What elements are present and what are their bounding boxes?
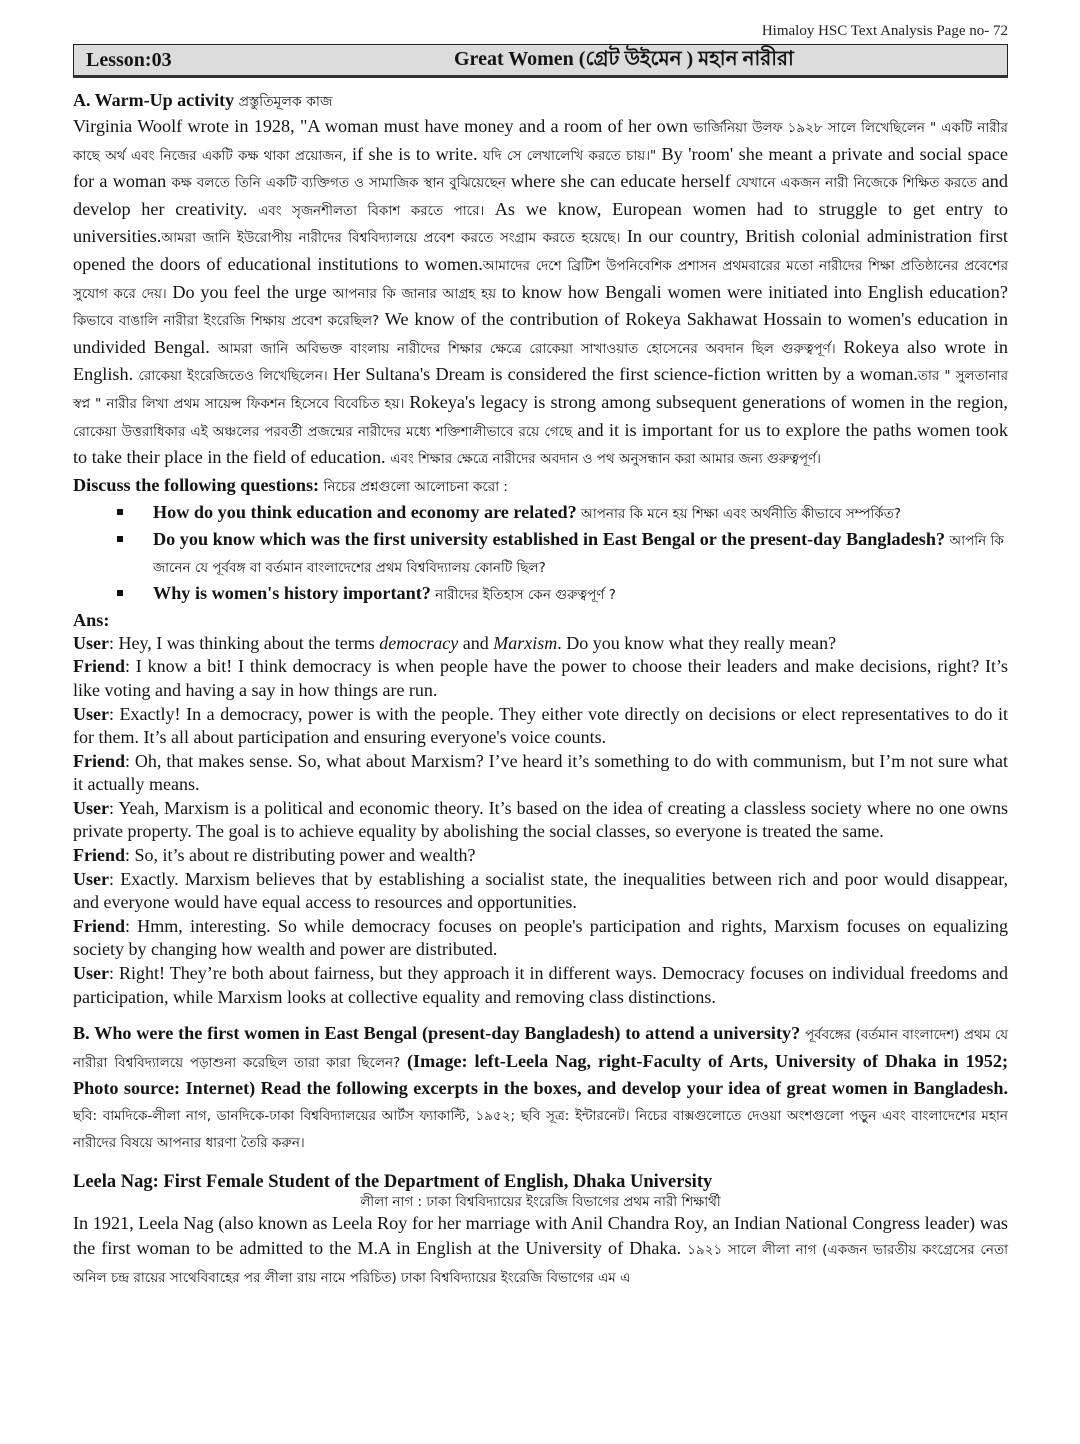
dialogue-text: : Right! They’re both about fairness, but they approach it in different ways. Democracy focuses on individual freedoms and participation, while Marxism looks at collective equality and removing class distinctions. xyxy=(73,963,1008,1007)
dialogue-text: : Hmm, interesting. So while democracy focuses on people's participation and rights, Marxism focuses on equalizing society by changing how wealth and power are distributed. xyxy=(73,915,1008,960)
dialogue-line xyxy=(73,797,1008,844)
dialogue-text: : Exactly! In a democracy, power is with the people. They either vote directly on decisions or elect representatives to do it for them. It’s all about participation and ensuring everyone's voice counts. xyxy=(73,703,1008,748)
section-b-paragraph xyxy=(73,1021,1008,1157)
speaker-name: User xyxy=(73,963,109,984)
english-text: By 'room' she meant a private and social space for a woman xyxy=(73,143,1008,192)
leela-nag-paragraph xyxy=(73,1211,1008,1292)
lesson-number: Lesson:03 xyxy=(86,48,172,71)
document-page xyxy=(73,22,1008,1291)
question-item xyxy=(73,500,1008,527)
bangla-text: যদি সে লেখালেখি করতে চায়।" xyxy=(483,147,662,164)
bangla-text: যেখানে একজন নারী নিজেকে শিক্ষিত করতে xyxy=(735,175,982,192)
question-en: Do you know which was the first university established in East Bengal or the present-day Bangladesh? xyxy=(153,528,946,549)
speaker-name: User xyxy=(73,632,109,653)
lesson-title: Great Women (গ্রেট উইমেন ) মহান নারীরা xyxy=(454,47,794,70)
dialogue-line xyxy=(73,915,1008,962)
section-a-heading-bn: প্রস্তুতিমূলক কাজ xyxy=(238,94,333,110)
english-text: In 1921, Leela Nag (also known as Leela Roy for her marriage with Anil Chandra Roy, an Indian National Congress leader) was the first woman to be admitted to the M.A in English at the University of Dhaka. xyxy=(73,1212,1008,1259)
question-item xyxy=(73,581,1008,608)
question-bn: আপনার কি মনে হয় শিক্ষা এবং অর্থনীতি কীভাবে সম্পর্কিত? xyxy=(576,505,902,522)
bangla-text: রোকেয়া উত্তরাধিকার এই অঞ্চলের পরবর্তী প্রজন্মের নারীদের মধ্যে শক্তিশালীভাবে রয়ে গেছে xyxy=(73,423,578,440)
discussion-questions xyxy=(73,500,1008,608)
english-text: We know of the contribution of Rokeya Sakhawat Hossain to women's education in undivided Bengal. xyxy=(73,309,1008,357)
running-header: Himaloy HSC Text Analysis Page no- 72 xyxy=(761,23,1008,39)
leela-nag-heading: Leela Nag: First Female Student of the Department of English, Dhaka University xyxy=(73,1171,713,1192)
bangla-text: কিভাবে বাঙালি নারীরা ইংরেজি শিক্ষায় প্রবেশ করেছিল? xyxy=(73,313,385,330)
discuss-heading-en: Discuss the following questions: xyxy=(73,474,320,495)
italic-term: democracy xyxy=(379,632,459,653)
english-text: where she can educate herself xyxy=(510,171,736,192)
english-text: Virginia Woolf wrote in 1928, "A woman must have money and a room of her own xyxy=(73,116,694,136)
bangla-text: এবং সৃজনশীলতা বিকাশ করতে পারে। xyxy=(257,202,495,219)
dialogue-line xyxy=(73,868,1008,915)
dialogue-text: and xyxy=(458,632,494,653)
question-bn: আপনি কি জানেন যে পূর্ববঙ্গ বা বর্তমান বাংলাদেশের প্রথম বিশ্ববিদ্যালয় কোনটি ছিল? xyxy=(153,532,1004,576)
speaker-name: User xyxy=(73,797,109,818)
bangla-text: আমাদের দেশে ব্রিটিশ উপনিবেশিক প্রশাসন প্রথমবারের মতো নারীদের শিক্ষা প্রতিষ্ঠানের প্রবেশের সুযোগ করে দেয়। xyxy=(73,257,1008,302)
bangla-text: ১৯২১ সালে লীলা নাগ (একজন ভারতীয় কংগ্রেসের নেতা অনিল চন্দ্র রায়ের সাথেবিবাহের পর লীলা রায় নামে পরিচিত) ঢাকা বিশ্ববিদ্যায়ের ইংরেজি বিভাগের এম এ xyxy=(73,1242,1008,1286)
dialogue-text: : Exactly. Marxism believes that by establishing a socialist state, the inequalities between rich and poor would disappear, and everyone would have equal access to resources and opportunities. xyxy=(73,868,1008,913)
dialogue-text: : Oh, that makes sense. So, what about Marxism? I’ve heard it’s something to do with communism, but I’m not sure what it actually means. xyxy=(73,750,1008,795)
english-text: and it is important for us to explore the paths women took to take their place in the field of education. xyxy=(73,419,1008,468)
dialogue-line xyxy=(73,844,1008,868)
bangla-text: পূর্ববঙ্গের (বর্তমান বাংলাদেশ) প্রথম যে নারীরা বিশ্ববিদ্যালয়ে পড়াশুনা করেছিল তারা কারা ছিলেন? xyxy=(73,1027,1008,1071)
bullet-square-icon xyxy=(117,536,123,542)
bangla-text: ভার্জিনিয়া উলফ ১৯২৮ সালে লিখেছিলেন " একটি নারীর কাছে অর্থ এবং নিজের একটি কক্ষ থাকা প্রয়োজন, xyxy=(73,120,1008,164)
warmup-paragraph xyxy=(73,114,1008,473)
discuss-heading-bn: নিচের প্রশ্নগুলো আলোচনা করো : xyxy=(323,478,508,495)
english-text: Her Sultana's Dream is considered the first science-fiction written by a woman. xyxy=(332,364,918,385)
english-text: Rokeya's legacy is strong among subsequent generations of women in the region, xyxy=(409,391,1008,412)
speaker-name: User xyxy=(73,703,109,724)
bold-text: (Image: left-Leela Nag, right-Faculty of Arts, University of Dhaka in 1952; Photo source: Internet) Read the following excerpts in the boxes, and develop your idea of great women in Bangladesh. xyxy=(73,1050,1009,1099)
bullet-square-icon xyxy=(117,509,123,515)
bangla-text: এবং শিক্ষার ক্ষেত্রে নারীদের অবদান ও পথ অনুসন্ধান করা আমার জন্য গুরুত্বপূর্ণ। xyxy=(390,451,821,468)
speaker-name: Friend xyxy=(73,845,125,866)
english-text: Do you feel the urge xyxy=(172,281,333,302)
answer-label: Ans: xyxy=(73,609,110,630)
bangla-text: কক্ষ বলতে তিনি একটি ব্যক্তিগত ও সামাজিক স্থান বুঝিয়েছেন xyxy=(171,175,511,192)
english-text: and develop her creativity. xyxy=(73,171,1008,219)
speaker-name: Friend xyxy=(73,915,125,936)
dialogue-text: : Yeah, Marxism is a political and economic theory. It’s based on the idea of creating a classless society where no one owns private property. The goal is to achieve equality by abolishing the social classes, so everyone is treated the same. xyxy=(73,797,1008,842)
bangla-text: আমরা জানি ইউরোপীয় নারীদের বিশ্ববিদ্যালয়ে প্রবেশ করতে সংগ্রাম করতে হয়েছে। xyxy=(161,230,627,247)
question-bn: নারীদের ইতিহাস কেন গুরুত্বপূর্ণ ? xyxy=(430,586,616,603)
english-text: if she is to write. xyxy=(351,143,483,164)
speaker-name: User xyxy=(73,868,109,889)
dialogue-line xyxy=(73,703,1008,750)
section-a-heading xyxy=(73,88,1008,114)
bangla-text: আপনার কি জানার আগ্রহ হয় xyxy=(332,285,502,302)
question-item xyxy=(73,527,1008,581)
english-text: Rokeya also wrote in English. xyxy=(73,336,1008,385)
english-text: In our country, British colonial administration first opened the doors of educational institutions to women. xyxy=(73,226,1008,274)
section-a-heading-en: A. Warm-Up activity xyxy=(73,90,235,110)
english-text: As we know, European women had to struggle to get entry to universities. xyxy=(73,198,1008,247)
dialogue-text: : So, it’s about re distributing power and wealth? xyxy=(125,845,476,866)
dialogue-text: : Hey, I was thinking about the terms xyxy=(108,632,380,653)
bullet-square-icon xyxy=(117,590,123,596)
bangla-text: আমরা জানি অবিভক্ত বাংলায় নারীদের শিক্ষার ক্ষেত্রে রোকেয়া সাখাওয়াত হোসেনের অবদান ছিল গুরুত্বপূর্ণ। xyxy=(217,340,844,357)
bangla-text: ছবি: বামদিকে-লীলা নাগ, ডানদিকে-ঢাকা বিশ্ববিদ্যালয়ের আর্টস ফ্যাকাল্টি, ১৯৫২; ছবি সূত্র: ইন্টারনেট। নিচের বাক্সগুলোতে দেওয়া অংশগুলো পড়ুন এবং বাংলাদেশের মহান নারীদের বিষয়ে আপনার ধারণা তৈরি করুন। xyxy=(73,1107,1008,1152)
leela-nag-subheading-bn: লীলা নাগ : ঢাকা বিশ্ববিদ্যায়ের ইংরেজি বিভাগের প্রথম নারী শিক্ষার্থী xyxy=(360,1193,721,1210)
question-en: How do you think education and economy are related? xyxy=(153,501,577,522)
english-text: to know how Bengali women were initiated into English education? xyxy=(501,281,1008,302)
dialogue-text: . Do you know what they really mean? xyxy=(557,632,837,653)
italic-term: Marxism xyxy=(493,632,558,653)
question-en: Why is women's history important? xyxy=(153,582,431,603)
dialogue-line xyxy=(73,632,1008,656)
lesson-title-band xyxy=(73,44,1008,78)
dialogue-text: : I know a bit! I think democracy is when people have the power to choose their leaders and make decisions, right? It’s like voting and having a say in how things are run. xyxy=(73,656,1008,700)
bold-text: B. Who were the first women in East Bengal (present-day Bangladesh) to attend a university? xyxy=(73,1023,805,1044)
bangla-text: তার " সুলতানার স্বপ্ন " নারীর লিখা প্রথম সায়েন্স ফিকশন হিসেবে বিবেচিত হয়। xyxy=(73,368,1009,412)
speaker-name: Friend xyxy=(73,750,125,771)
discuss-heading xyxy=(73,473,1008,500)
dialogue-line xyxy=(73,655,1008,702)
bangla-text: রোকেয়া ইংরেজিতেও লিখেছিলেন। xyxy=(138,368,333,385)
dialogue-line xyxy=(73,962,1008,1009)
dialogue xyxy=(73,632,1008,1010)
dialogue-line xyxy=(73,750,1008,797)
speaker-name: Friend xyxy=(73,656,125,677)
